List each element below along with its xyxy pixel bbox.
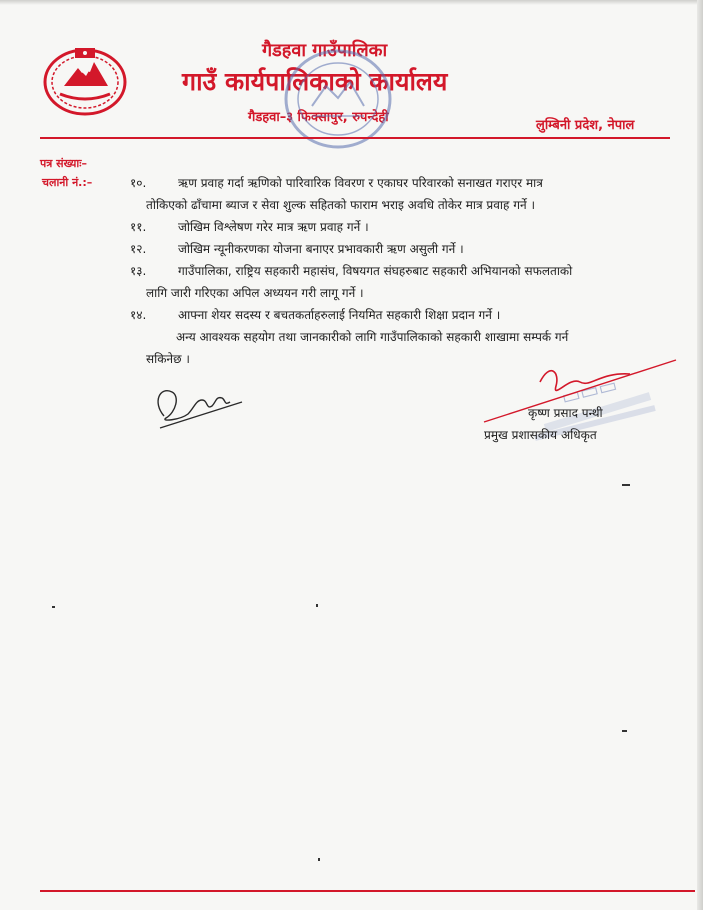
scan-right-edge	[697, 0, 703, 910]
signatory-name: कृष्ण प्रसाद पन्थी	[528, 406, 603, 420]
item-text: जोखिम न्यूनीकरणका योजना बनाएर प्रभावकारी ऋण असुली गर्ने ।	[178, 242, 464, 256]
scan-speck	[316, 604, 318, 607]
footer-divider	[40, 890, 695, 892]
item-text: जोखिम विश्लेषण गरेर मात्र ऋण प्रवाह गर्ने ।	[178, 220, 369, 234]
province-label: लुम्बिनी प्रदेश, नेपाल	[536, 118, 635, 133]
scan-speck	[622, 730, 627, 732]
municipality-name: गैडहवा गाउँपालिका	[262, 40, 388, 61]
dispatch-number-label: चलानी नं.:–	[42, 176, 93, 189]
scan-speck	[52, 606, 55, 608]
item-number: १४.	[130, 308, 147, 322]
header-divider	[40, 137, 670, 139]
office-title: गाउँ कार्यपालिकाको कार्यालय	[182, 67, 448, 96]
item-number: १३.	[130, 264, 147, 278]
scan-top-edge	[0, 0, 703, 5]
signatory-title: प्रमुख प्रशासकीय अधिकृत	[484, 428, 597, 442]
scan-speck	[622, 484, 630, 486]
office-address: गैडहवा–३ फिक्सापुर, रुपन्देही	[248, 110, 389, 125]
scan-speck	[318, 858, 320, 861]
closing-text-continued: सकिनेछ ।	[146, 352, 190, 366]
svg-text:▭▭▭: ▭▭▭	[558, 372, 620, 410]
item-number: १०.	[130, 176, 147, 190]
item-number: ११.	[130, 220, 147, 234]
item-text: गाउँपालिका, राष्ट्रिय सहकारी महासंघ, विषयगत संघहरुबाट सहकारी अभियानको सफलताको	[178, 264, 573, 278]
item-text-continued: लागि जारी गरिएका अपिल अध्ययन गरी लागू गर्ने ।	[146, 286, 364, 300]
initial-signature-icon	[150, 372, 245, 434]
item-text: ऋण प्रवाह गर्दा ऋणिको पारिवारिक विवरण र एकाघर परिवारको सनाखत गराएर मात्र	[178, 176, 543, 190]
reference-number-label: पत्र संख्याः–	[40, 157, 87, 170]
nepal-emblem-icon	[42, 42, 128, 116]
item-number: १२.	[130, 242, 147, 256]
item-text: आफ्ना शेयर सदस्य र बचतकर्ताहरुलाई नियमित सहकारी शिक्षा प्रदान गर्ने ।	[178, 308, 501, 322]
item-text-continued: तोकिएको ढाँचामा ब्याज र सेवा शुल्क सहितको फाराम भराइ अवधि तोकेर मात्र प्रवाह गर्ने ।	[146, 198, 535, 212]
closing-text: अन्य आवश्यक सहयोग तथा जानकारीको लागि गाउँपालिकाको सहकारी शाखामा सम्पर्क गर्न	[176, 330, 569, 344]
